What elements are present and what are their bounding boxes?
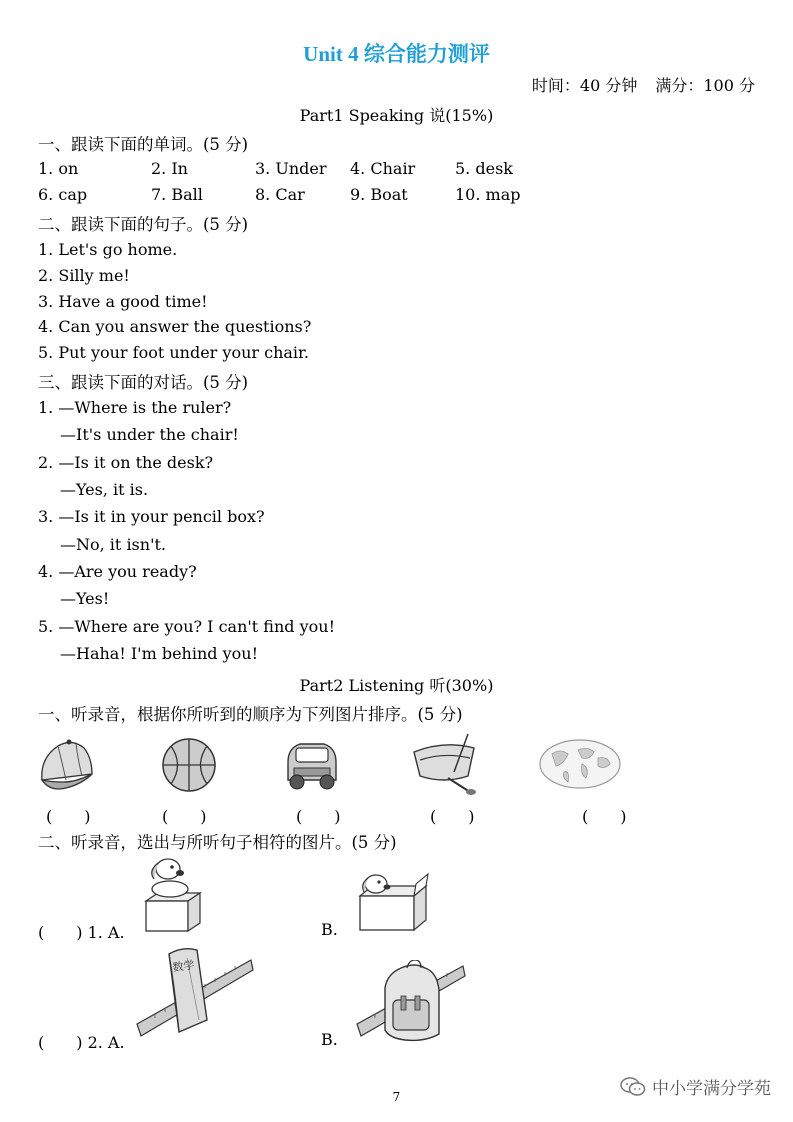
exam-time: 时间：40 分钟 [531, 76, 638, 95]
watermark-text: 中小学满分学苑 [652, 1079, 771, 1099]
word-item: 10. map [455, 185, 521, 204]
dialog-question: 1. —Where is the ruler? [38, 398, 232, 417]
part2-heading: Part2 Listening 听(30%) [299, 676, 494, 695]
bag-on-ruler-picture [355, 960, 467, 1044]
answer-blank[interactable]: ( ) [162, 807, 207, 826]
car-picture [280, 736, 344, 794]
question-2-prefix: ( ) 2. A. [38, 1033, 125, 1052]
word-item: 4. Chair [350, 159, 416, 178]
word-item: 2. In [151, 159, 188, 178]
page-title: Unit 4 综合能力测评 [303, 42, 490, 66]
part1-sec3-heading: 三、跟读下面的对话。(5 分) [38, 373, 249, 392]
part1-heading: Part1 Speaking 说(15%) [299, 106, 494, 125]
dog-in-box-picture [354, 870, 430, 934]
word-item: 6. cap [38, 185, 88, 204]
sentence-item: 1. Let's go home. [38, 240, 178, 259]
page-number: 7 [392, 1090, 401, 1104]
dialog-answer: —Yes, it is. [60, 480, 149, 499]
question-1-prefix: ( ) 1. A. [38, 923, 125, 942]
book-cover-label: 数学 [171, 958, 196, 975]
option-b-label: B. [321, 1030, 338, 1049]
answer-blank[interactable]: ( ) [46, 807, 91, 826]
dialog-answer: —Haha! I'm behind you! [60, 644, 258, 663]
part1-sec2-heading: 二、跟读下面的句子。(5 分) [38, 215, 249, 234]
dialog-answer: —It's under the chair! [60, 425, 239, 444]
dialog-answer: —Yes! [60, 589, 110, 608]
dialog-question: 3. —Is it in your pencil box? [38, 507, 265, 526]
sentence-item: 3. Have a good time! [38, 292, 208, 311]
word-item: 8. Car [255, 185, 305, 204]
answer-blank[interactable]: ( ) [582, 807, 627, 826]
answer-blank[interactable]: ( ) [430, 807, 475, 826]
dialog-question: 5. —Where are you? I can't find you! [38, 617, 335, 636]
cap-picture [36, 736, 96, 794]
part2-sec2-heading: 二、听录音，选出与所听句子相符的图片。(5 分) [38, 833, 397, 852]
word-item: 1. on [38, 159, 79, 178]
exam-score: 满分：100 分 [655, 76, 755, 95]
answer-blank[interactable]: ( ) [296, 807, 341, 826]
dialog-question: 4. —Are you ready? [38, 562, 197, 581]
option-b-label: B. [321, 920, 338, 939]
word-item: 5. desk [455, 159, 513, 178]
ball-picture [160, 736, 218, 794]
part1-sec1-heading: 一、跟读下面的单词。(5 分) [38, 135, 249, 154]
sentence-item: 5. Put your foot under your chair. [38, 343, 310, 362]
word-item: 3. Under [255, 159, 327, 178]
word-item: 7. Ball [151, 185, 203, 204]
map-picture [538, 738, 622, 790]
boat-picture [410, 730, 478, 796]
word-item: 9. Boat [350, 185, 408, 204]
sentence-item: 4. Can you answer the questions? [38, 317, 312, 336]
dog-on-box-picture [138, 853, 204, 935]
wechat-icon [620, 1076, 646, 1098]
exam-meta [532, 73, 755, 96]
book-on-ruler-picture [135, 940, 255, 1040]
sentence-item: 2. Silly me! [38, 266, 130, 285]
dialog-answer: —No, it isn't. [60, 535, 166, 554]
watermark [620, 1074, 771, 1099]
dialog-question: 2. —Is it on the desk? [38, 453, 214, 472]
part2-sec1-heading: 一、听录音，根据你所听到的顺序为下列图片排序。(5 分) [38, 705, 463, 724]
